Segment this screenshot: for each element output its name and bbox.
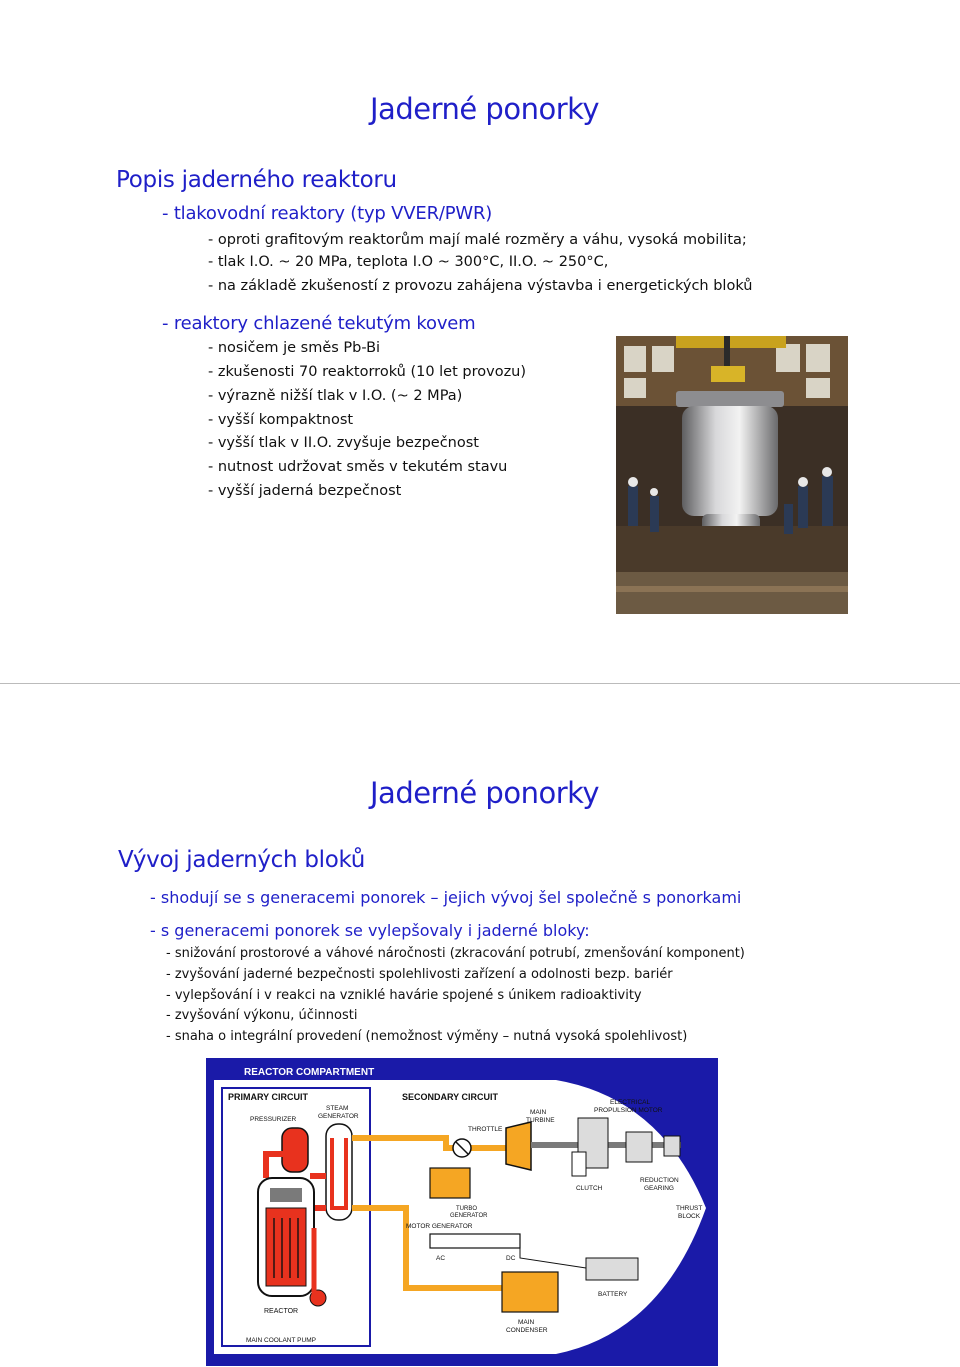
- slide-title: Jaderné ponorky: [370, 776, 600, 810]
- list-item: - oproti grafitovým reaktorům mají malé rozměry a váhu, vysoká mobilita;: [208, 232, 747, 248]
- list-item: - zvyšování výkonu, účinnosti: [166, 1008, 358, 1023]
- battery-label: BATTERY: [598, 1291, 628, 1298]
- reduction-gearing-label-1: REDUCTION: [640, 1177, 679, 1184]
- reactor-compartment-diagram: [206, 1058, 718, 1366]
- motor-generator-label: MOTOR GENERATOR: [406, 1223, 473, 1230]
- primary-circuit-label: PRIMARY CIRCUIT: [228, 1092, 309, 1102]
- propulsion-motor-label-1: ELECTRICAL: [610, 1099, 651, 1106]
- main-condenser-label-2: CONDENSER: [506, 1327, 548, 1334]
- turbo-generator-icon: [430, 1168, 470, 1198]
- compartment-label: REACTOR COMPARTMENT: [244, 1067, 375, 1078]
- bullet: - shodují se s generacemi ponorek – jejich vývoj šel společně s ponorkami: [150, 888, 742, 907]
- dc-label: DC: [506, 1255, 516, 1262]
- list-item: - na základě zkušeností z provozu zahájena výstavba i energetických bloků: [208, 278, 753, 294]
- steam-generator-icon: [326, 1124, 352, 1220]
- subheading-liquid-metal: - reaktory chlazené tekutým kovem: [162, 313, 476, 334]
- list-item: - výrazně nižší tlak v I.O. (~ 2 MPa): [208, 388, 463, 404]
- pressurizer-label: PRESSURIZER: [250, 1116, 297, 1123]
- main-turbine-label-2: TURBINE: [526, 1117, 555, 1124]
- thrust-block-label-1: THRUST: [676, 1205, 703, 1212]
- pressurizer-icon: [282, 1128, 308, 1172]
- reactor-installation-photo: [616, 336, 848, 614]
- section-heading: Popis jaderného reaktoru: [116, 167, 397, 193]
- bullet: - s generacemi ponorek se vylepšovaly i jaderné bloky:: [150, 921, 590, 940]
- reactor-label: REACTOR: [264, 1308, 299, 1315]
- reduction-gearing-label-2: GEARING: [644, 1185, 674, 1192]
- list-item: - vyšší kompaktnost: [208, 412, 354, 428]
- main-turbine-icon: [506, 1122, 531, 1170]
- main-condenser-icon: [502, 1272, 558, 1312]
- clutch-icon: [572, 1152, 586, 1176]
- list-item: - vyšší jaderná bezpečnost: [208, 483, 402, 499]
- secondary-circuit-label: SECONDARY CIRCUIT: [402, 1092, 499, 1102]
- turbo-generator-label-1: TURBO: [456, 1206, 477, 1212]
- steam-generator-label-2: GENERATOR: [318, 1113, 359, 1120]
- reduction-gearing-icon: [626, 1132, 652, 1162]
- list-item: - zvyšování jaderné bezpečnosti spolehlivosti zařízení a odolnosti bezp. bariér: [166, 967, 673, 982]
- subheading-pwr: - tlakovodní reaktory (typ VVER/PWR): [162, 203, 493, 224]
- slide-1: [0, 0, 960, 683]
- main-condenser-label-1: MAIN: [518, 1319, 535, 1326]
- list-item: - snižování prostorové a váhové náročnosti (zkracování potrubí, zmenšování komponent): [166, 946, 745, 961]
- steam-generator-label-1: STEAM: [326, 1105, 349, 1112]
- slide-2: [0, 684, 960, 1367]
- list-item: - nutnost udržovat směs v tekutém stavu: [208, 459, 508, 475]
- thrust-block-icon: [664, 1136, 680, 1156]
- list-item: - vylepšování i v reakci na vzniklé havárie spojené s únikem radioaktivity: [166, 988, 642, 1003]
- propulsion-motor-label-2: PROPULSION MOTOR: [594, 1107, 663, 1114]
- section-heading: Vývoj jaderných bloků: [118, 847, 366, 873]
- motor-generator-icon: [430, 1234, 520, 1248]
- turbo-generator-label-2: GENERATOR: [450, 1213, 488, 1219]
- thrust-block-label-2: BLOCK: [678, 1213, 701, 1220]
- ac-label: AC: [436, 1255, 446, 1262]
- coolant-pump-label: MAIN COOLANT PUMP: [246, 1337, 316, 1344]
- list-item: - tlak I.O. ~ 20 MPa, teplota I.O ~ 300°C, II.O. ~ 250°C,: [208, 254, 609, 270]
- battery-icon: [586, 1258, 638, 1280]
- list-item: - snaha o integrální provedení (nemožnost výměny – nutná vysoká spolehlivost): [166, 1029, 688, 1044]
- slide-title: Jaderné ponorky: [370, 92, 600, 126]
- main-turbine-label-1: MAIN: [530, 1109, 547, 1116]
- throttle-label: THROTTLE: [468, 1126, 503, 1133]
- list-item: - vyšší tlak v II.O. zvyšuje bezpečnost: [208, 435, 479, 451]
- list-item: - nosičem je směs Pb-Bi: [208, 340, 381, 356]
- list-item: - zkušenosti 70 reaktorroků (10 let provozu): [208, 364, 527, 380]
- clutch-label: CLUTCH: [576, 1185, 603, 1192]
